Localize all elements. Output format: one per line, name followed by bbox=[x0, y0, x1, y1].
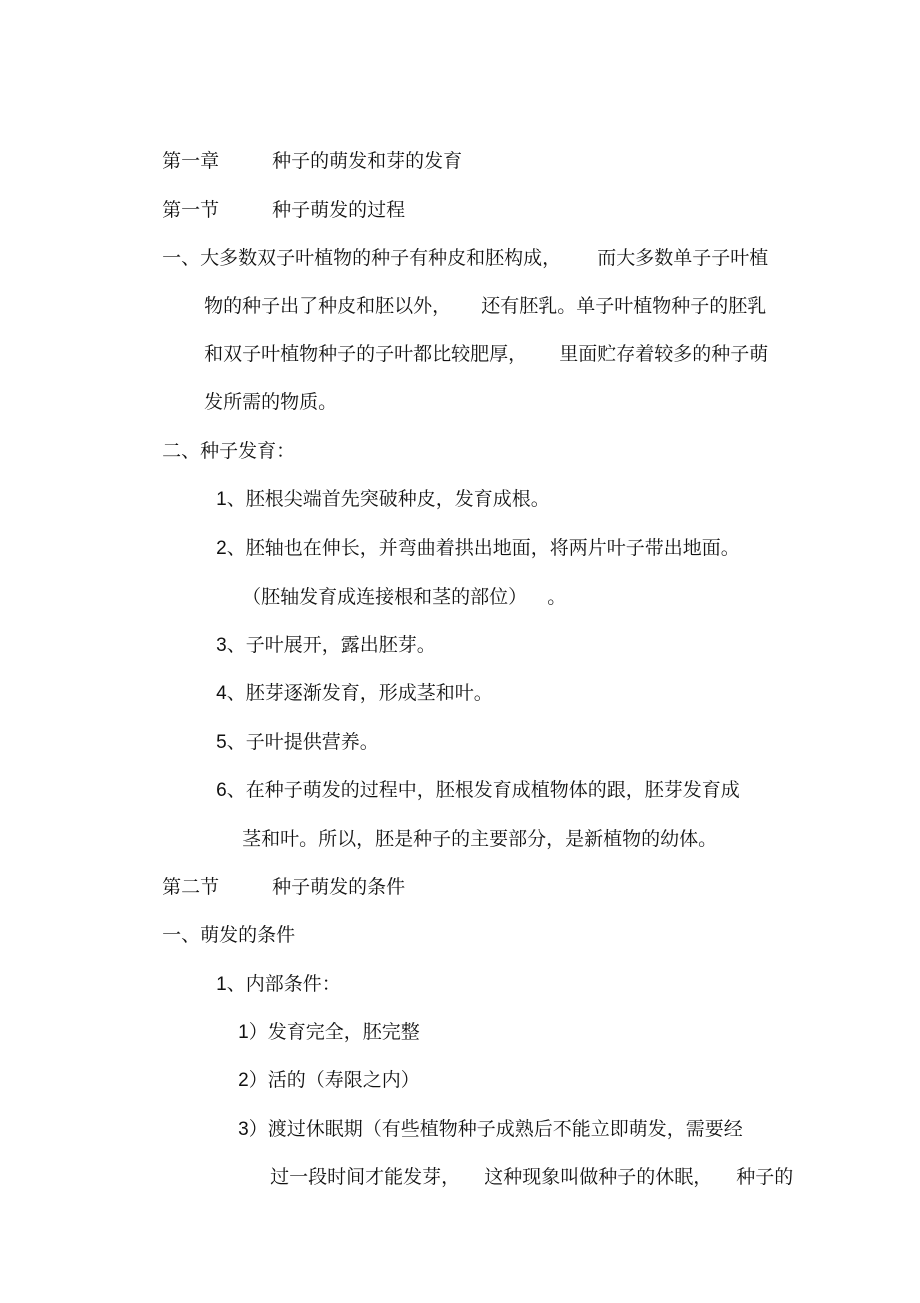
list-item: 1、内部条件： bbox=[216, 973, 341, 995]
list-item: 4、胚芽逐渐发育，形成茎和叶。 bbox=[216, 682, 493, 704]
condition-item: 1）发育完全，胚完整 bbox=[238, 1021, 420, 1043]
list-item: 6、在种子萌发的过程中，胚根发育成植物体的跟，胚芽发育成 bbox=[216, 779, 740, 801]
list-item-continuation: 茎和叶。所以，胚是种子的主要部分，是新植物的幼体。 bbox=[242, 828, 718, 850]
paragraph-line: 物的种子出了种皮和胚以外， 还有胚乳。单子叶植物种子的胚乳 bbox=[204, 295, 767, 317]
section-title: 种子萌发的条件 bbox=[272, 876, 406, 898]
section-label: 第二节 bbox=[162, 876, 220, 898]
list-item: 5、子叶提供营养。 bbox=[216, 731, 379, 753]
list-item: 3、子叶展开，露出胚芽。 bbox=[216, 634, 436, 656]
part-heading: 一、萌发的条件 bbox=[162, 924, 296, 946]
paragraph-line: 发所需的物质。 bbox=[204, 391, 338, 413]
part-heading: 二、种子发育： bbox=[162, 440, 296, 462]
list-item: 1、胚根尖端首先突破种皮，发育成根。 bbox=[216, 488, 550, 510]
section-title: 种子萌发的过程 bbox=[272, 199, 406, 221]
paragraph-line: 一、大多数双子叶植物的种子有种皮和胚构成， 而大多数单子子叶植 bbox=[162, 247, 769, 269]
condition-item: 3）渡过休眠期（有些植物种子成熟后不能立即萌发，需要经 bbox=[238, 1118, 743, 1140]
section-label: 第一节 bbox=[162, 199, 220, 221]
chapter-label: 第一章 bbox=[162, 150, 220, 172]
paragraph-line: 和双子叶植物种子的子叶都比较肥厚， 里面贮存着较多的种子萌 bbox=[204, 343, 769, 365]
condition-continuation: 过一段时间才能发芽， 这种现象叫做种子的休眠， 种子的 bbox=[270, 1166, 794, 1188]
condition-item: 2）活的（寿限之内） bbox=[238, 1069, 420, 1091]
list-item: 2、胚轴也在伸长，并弯曲着拱出地面，将两片叶子带出地面。 bbox=[216, 537, 740, 559]
list-item-note: （胚轴发育成连接根和茎的部位） 。 bbox=[242, 586, 567, 608]
chapter-title: 种子的萌发和芽的发育 bbox=[272, 150, 463, 172]
